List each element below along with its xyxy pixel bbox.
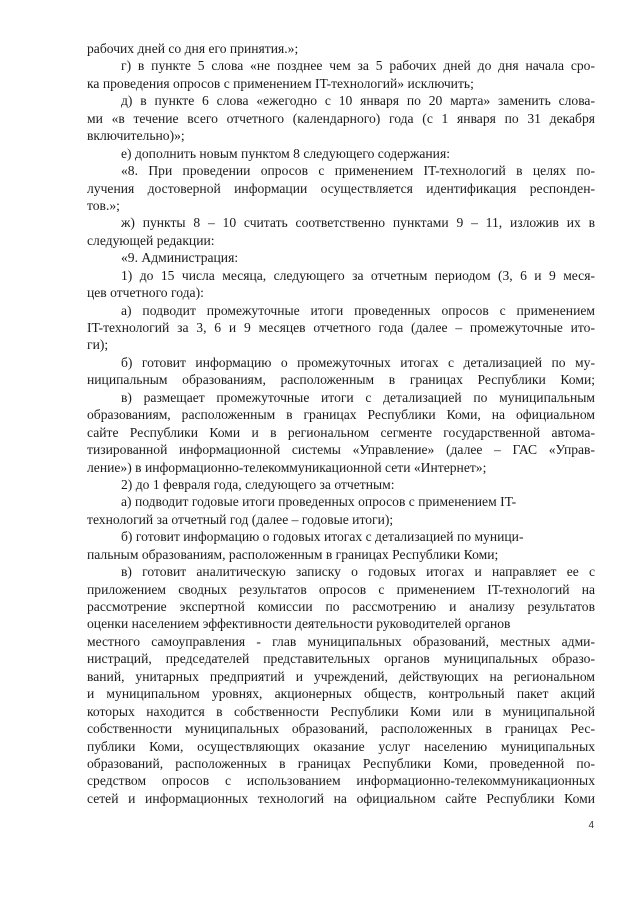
text-line: ж) пункты 8 – 10 считать соответственно пунктами 9 – 11, изложив их в <box>121 215 595 231</box>
text-line: собственности муниципальных образований, расположенных в границах Рес- <box>87 721 595 737</box>
text-line: в) готовит аналитическую записку о годовых итогах и направляет ее с <box>121 564 595 580</box>
text-line: б) готовит информацию о промежуточных итогах с детализацией по му- <box>121 354 595 370</box>
text-line: 1) до 15 числа месяца, следующего за отчетным периодом (3, 6 и 9 меся- <box>121 267 595 283</box>
page-number: 4 <box>588 820 594 831</box>
text-line: ваний, унитарных предприятий и учреждений, действующих на региональном <box>87 668 595 684</box>
text-line: местного самоуправления - глав муниципальных образований, местных адми- <box>87 633 595 649</box>
text-line: следующей редакции: <box>87 232 215 248</box>
text-line: тизированной информационной системы «Управление» (далее – ГАС «Управ- <box>87 442 595 458</box>
text-line: IT-технологий за 3, 6 и 9 месяцев отчетного года (далее – промежуточные ито- <box>87 320 595 335</box>
text-line: тов.»; <box>87 197 120 213</box>
text-line: оценки населением эффективности деятельности руководителей органов <box>87 616 511 632</box>
text-line: ниципальным образованиям, расположенным в границах Республики Коми; <box>87 372 595 388</box>
text-line: включительно)»; <box>87 128 185 144</box>
text-line: нистраций, председателей представительных органов муниципальных образо- <box>87 651 595 667</box>
text-line: е) дополнить новым пунктом 8 следующего содержания: <box>121 145 450 161</box>
text-line: д) в пункте 6 слова «ежегодно с 10 января по 20 марта» заменить слова- <box>121 93 595 109</box>
document-body <box>87 40 595 807</box>
text-line: лучения достоверной информации осуществляется идентификация респонден- <box>87 180 595 196</box>
text-line: сайте Республики Коми и в региональном сегменте государственной автома- <box>87 424 595 440</box>
text-line: ми «в течение всего отчетного (календарного) года (с 1 января по 31 декабря <box>87 110 595 126</box>
text-line: «9. Администрация: <box>121 250 239 266</box>
text-line: б) готовит информацию о годовых итогах с детализацией по муници- <box>121 529 524 545</box>
text-line: рабочих дней со дня его принятия.»; <box>87 41 299 56</box>
text-line: ги); <box>87 337 109 353</box>
text-line: ка проведения опросов с применением IT-технологий» исключить; <box>87 75 474 91</box>
text-line: средством опросов с использованием информационно-телекоммуникационных <box>87 773 595 789</box>
text-line: и муниципальном уровнях, акционерных обществ, контрольный пакет акций <box>87 686 595 702</box>
text-line: технологий за отчетный год (далее – годовые итоги); <box>87 511 394 527</box>
text-line: которых находится в собственности Республики Коми или в муниципальной <box>87 703 595 719</box>
text-line: цев отчетного года): <box>87 285 204 301</box>
text-line: образованиям, расположенным в границах Республики Коми, на официальном <box>87 407 595 423</box>
text-line: а) подводит годовые итоги проведенных опросов с применением IT- <box>121 494 517 510</box>
text-line: в) размещает промежуточные итоги с детализацией по муниципальным <box>121 389 595 405</box>
text-line: г) в пункте 5 слова «не позднее чем за 5 рабочих дней до дня начала сро- <box>121 58 595 74</box>
text-line: пальным образованиям, расположенным в границах Республики Коми; <box>87 546 499 562</box>
text-line: приложением сводных результатов опросов с применением IT-технологий на <box>87 581 595 597</box>
text-line: образований, расположенных в границах Республики Коми, проведенной по- <box>87 755 595 771</box>
text-line: рассмотрение экспертной комиссии по рассмотрению и анализу результатов <box>87 599 595 614</box>
text-line: сетей и информационных технологий на официальном сайте Республики Коми <box>87 790 595 806</box>
text-line: ление») в информационно-телекоммуникационной сети «Интернет»; <box>87 459 487 475</box>
text-line: а) подводит промежуточные итоги проведенных опросов с применением <box>121 302 595 318</box>
text-line: 2) до 1 февраля года, следующего за отчетным: <box>121 476 395 492</box>
text-line: публики Коми, осуществляющих оказание услуг населению муниципальных <box>87 738 595 754</box>
text-line: «8. При проведении опросов с применением IT-технологий в целях по- <box>121 163 595 179</box>
